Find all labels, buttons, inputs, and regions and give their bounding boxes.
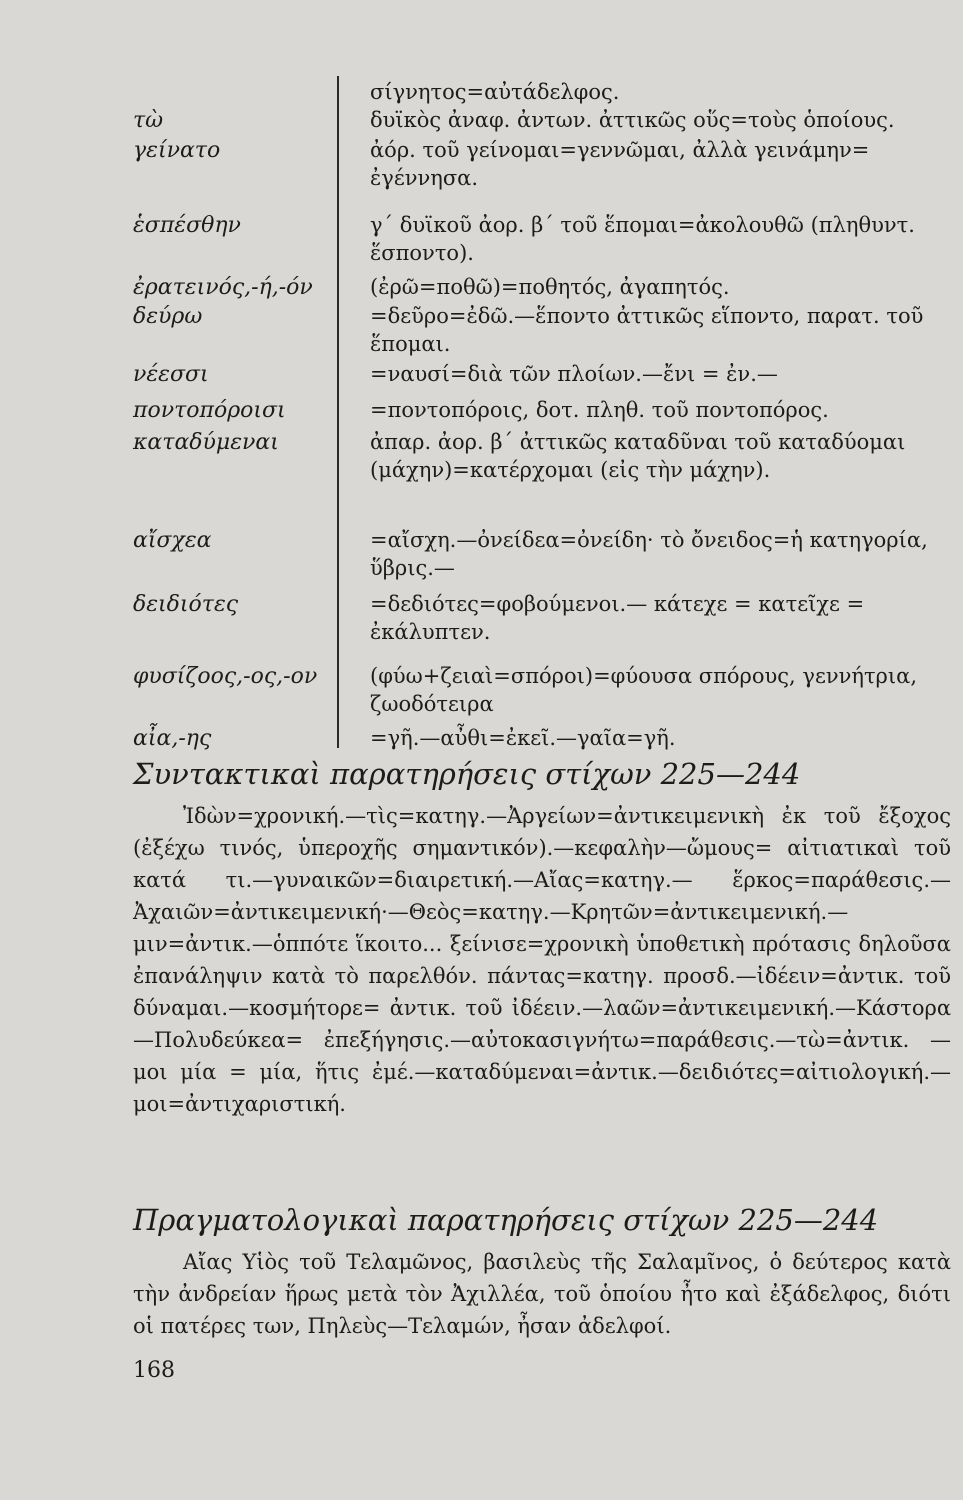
gloss-explanation: =ποντοπόροις, δοτ. πληθ. τοῦ ποντοπόρος. (370, 398, 829, 422)
gloss-lemma: νέεσσι (133, 362, 209, 387)
gloss-explanation: δυϊκὸς ἀναφ. ἀντων. ἀττικῶς οὕς=τοὺς ὁποίους. (370, 108, 895, 132)
gloss-explanation: (ἐρῶ=ποθῶ)=ποθητός, ἀγαπητός. (370, 275, 730, 299)
gloss-explanation: =γῆ.—αὖθι=ἐκεῖ.—γαῖα=γῆ. (370, 726, 676, 750)
gloss-lemma: γείνατο (133, 138, 221, 163)
gloss-explanation: =δεῦρο=ἐδῶ.—ἕποντο ἀττικῶς εἵποντο, παρατ. τοῦ ἕπομαι. (370, 304, 924, 356)
realia-notes-text: Αἴας Υἱὸς τοῦ Τελαμῶνος, βασιλεὺς τῆς Σαλαμῖνος, ὁ δεύτερος κατὰ τὴν ἀνδρείαν ἥρως μετὰ τὸν Ἀχιλλέα, τοῦ ὁποίου ἦτο καὶ ἐξάδελφος, διότι οἱ πατέρες των, Πηλεὺς—Τελαμών, ἦσαν ἀδελφοί. (133, 1250, 951, 1338)
gloss-lemma: δεύρω (133, 304, 203, 329)
gloss-lemma: αἴσχεα (133, 528, 212, 553)
section-heading-syntax: Συντακτικαὶ παρατηρήσεις στίχων 225—244 (133, 757, 801, 791)
gloss-lemma: δειδιότες (133, 592, 239, 617)
gloss-explanation: =αἴσχη.—ὀνείδεα=ὀνείδη· τὸ ὄνειδος=ἡ κατηγορία, ὕβρις.— (370, 528, 928, 580)
gloss-lemma: καταδύμεναι (133, 430, 279, 455)
gloss-lemma: φυσίζοος,-ος,-ον (133, 664, 318, 689)
gloss-explanation: =δεδιότες=φοβούμενοι.— κάτεχε = κατεῖχε = ἐκάλυπτεν. (370, 592, 865, 644)
gloss-explanation: (φύω+ζειαὶ=σπόροι)=φύουσα σπόρους, γεννήτρια, ζωοδότειρα (370, 664, 917, 716)
syntax-notes (133, 800, 951, 1120)
gloss-explanation: γ΄ δυϊκοῦ ἀορ. β΄ τοῦ ἕπομαι=ἀκολουθῶ (πληθυντ. ἕσποντο). (370, 213, 915, 265)
column-divider (337, 76, 339, 748)
page-number: 168 (133, 1358, 175, 1383)
gloss-explanation: σίγνητος=αὐτάδελφος. (370, 80, 620, 104)
gloss-lemma: ἐρατεινός,-ή,-όν (133, 275, 313, 300)
gloss-explanation: ἀόρ. τοῦ γείνομαι=γεννῶμαι, ἀλλὰ γεινάμην= ἐγέννησα. (370, 138, 870, 190)
gloss-lemma: ἑσπέσθην (133, 213, 241, 238)
syntax-notes-text: Ἰδὼν=χρονική.—τὶς=κατηγ.—Ἀργείων=ἀντικειμενικὴ ἐκ τοῦ ἔξοχος (ἐξέχω τινός, ὑπεροχῆς σημαντικόν).—κεφαλὴν—ὤμους= αἰτιατικαὶ τοῦ κατά τι.—γυναικῶν=διαιρετική.—Αἴας=κατηγ.— ἕρκος=παράθεσις.—Ἀχαιῶν=ἀντικειμενική·—Θεὸς=κατηγ.—Κρητῶν=ἀντικειμενική.—μιν=ἀντικ.—ὁππότε ἵκοιτο... ξείνισε=χρονικὴ ὑποθετικὴ πρότασις δηλοῦσα ἐπανάληψιν κατὰ τὸ παρελθόν. πάντας=κατηγ. προσδ.—ἰδέειν=ἀντικ. τοῦ δύναμαι.—κοσμήτορε= ἀντικ. τοῦ ἰδέειν.—λαῶν=ἀντικειμενική.—Κάστορα—Πολυδεύκεα= ἐπεξήγησις.—αὐτοκασιγνήτω=παράθεσις.—τὼ=ἀντικ. — μοι μία = μία, ἥτις ἐμέ.—καταδύμεναι=ἀντικ.—δειδιότες=αἰτιολογική.— μοι=ἀντιχαριστική. (133, 804, 951, 1116)
gloss-explanation: ἀπαρ. ἀορ. β΄ ἀττικῶς καταδῦναι τοῦ καταδύομαι (μάχην)=κατέρχομαι (εἰς τὴν μάχην). (370, 430, 906, 482)
gloss-lemma: ποντοπόροισι (133, 398, 286, 423)
section-heading-realia: Πραγματολογικαὶ παρατηρήσεις στίχων 225—244 (133, 1203, 879, 1237)
gloss-lemma: τὼ (133, 108, 164, 133)
gloss-lemma: αἶα,-ης (133, 726, 212, 751)
gloss-explanation: =ναυσί=διὰ τῶν πλοίων.—ἔνι = ἐν.— (370, 362, 778, 386)
realia-notes (133, 1246, 951, 1342)
